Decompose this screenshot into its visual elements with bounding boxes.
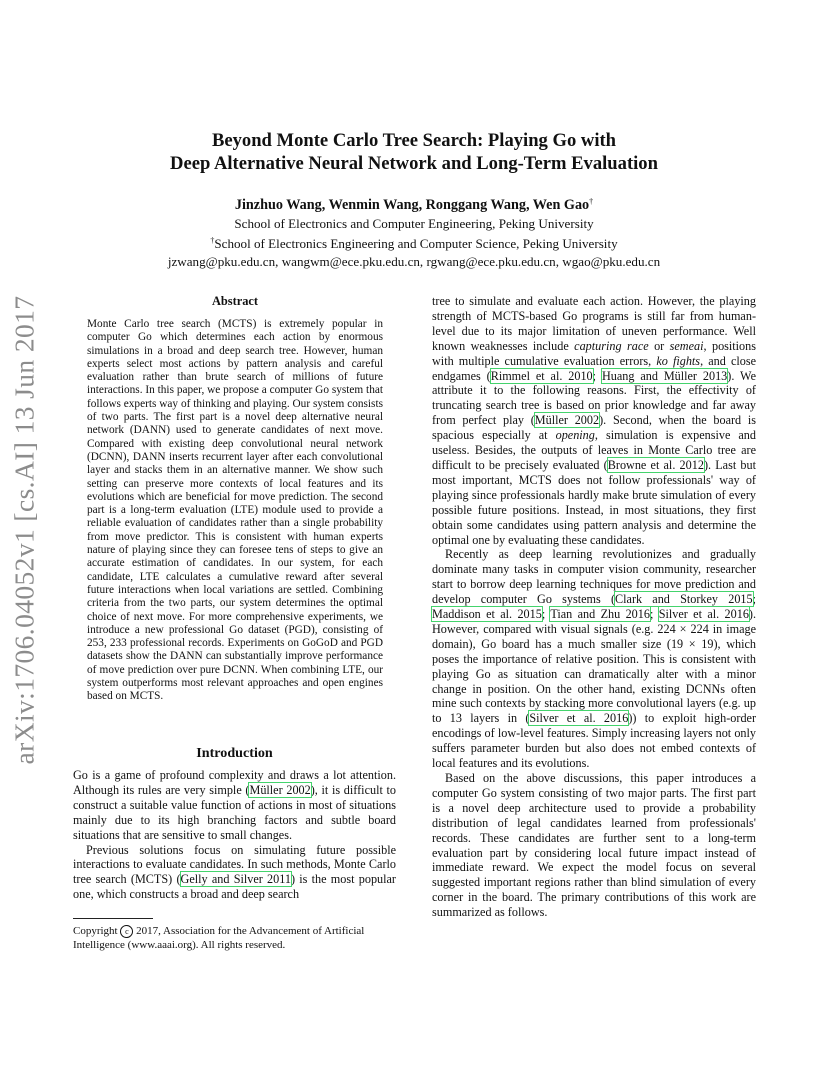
text-run: ). However, compared with visual signals (e.g. 224 × 224 in image domain), Go board has a much smaller size (19 × 19), which poses the importance of relative position. This is consistent with playing Go as situation can dramatically alter with a minor change in position. On the other hand, existing DCNNs often mine such contexts by stacking more convolutional layers (e.g. up to 13 layers in ( (432, 607, 757, 726)
text-run: or (648, 338, 670, 353)
author-names: Jinzhuo Wang, Wenmin Wang, Ronggang Wang, Wen Gao (234, 197, 590, 213)
arxiv-stamp-text: arXiv:1706.04052v1 [cs.AI] 13 Jun 2017 (8, 295, 39, 764)
title-line-2: Deep Alternative Neural Network and Long-Term Evaluation (170, 153, 658, 174)
emphasis: semeai (669, 338, 704, 353)
dagger-mark-2: † (210, 236, 215, 245)
text-run: ). We attribute it to the following reasons. First, the effectivity of truncating search tree is based on prior knowledge and far away from perfect play ( (432, 368, 756, 428)
text-run: Go is a game of profound complexity and draws a lot attention. Although its rules are very simple ( (73, 768, 396, 797)
citation-link[interactable]: Rimmel et al. 2010 (490, 368, 593, 383)
dagger-mark: † (589, 197, 594, 206)
citation-link[interactable]: Silver et al. 2016 (529, 711, 629, 726)
affiliation-1: School of Electronics and Computer Engineering, Peking University (234, 215, 594, 231)
right-column-body (432, 294, 756, 920)
text-run: , and close endgames ( (432, 353, 757, 383)
affiliation-2-line (60, 232, 768, 253)
emphasis: opening (555, 428, 595, 443)
author-names-line (60, 193, 768, 215)
abstract-text: Monte Carlo tree search (MCTS) is extremely popular in computer Go which determines each action by enormous simulations in a broad and deep search tree. However, human experts select most actions by pattern analysis and careful evaluation rather than brute search of millions of future interactions. In this paper, we propose a computer Go system that follows experts way of thinking and playing. Our system consists of two parts. The first part is a novel deep alternative neural network (DANN) used to generate candidates of next move. Compared with existing deep convolutional neural network (DCNN), DANN inserts recurrent layer after each convolutional layer and stacks them in an alternative manner. We show such setting can preserve more contexts of local features and its evolutions which are beneficial for move prediction. The second part is a long-term evaluation (LTE) module used to provide a reliable evaluation of candidates rather than a single probability from move predictor. This is consistent with human experts nature of playing since they can foresee tens of steps to give an accurate estimation of candidates. In our system, for each candidate, LTE calculates a cumulative reward after several future interactions when local variations are settled. Combining criteria from the two parts, our system determines the optimal choice of next move. For more comprehensive experiments, we introduce a new professional Go dataset (PGD), consisting of 253, 233 professional records. Experiments on GoGoD and PGD datasets show the DANN can substantially improve performance of move prediction over pure DCNN. When combining LTE, our system outperforms most relevant approaches and open engines based on MCTS. (87, 318, 383, 703)
body-paragraph-3: Based on the above discussions, this paper introduces a computer Go system consisting of two major parts. The first part is a novel deep architecture used to provide a probability distribution of legal candidates learned from professionals' records. These candidates are further sent to a long-term evaluation part by considering local future impact instead of immediate reward. We expect the model focus on several suggested important regions rather than blind simulation of every corner in the board. The primary contributions of this work are summarized as follows. (432, 771, 756, 920)
text-run: Recently as deep learning revolutionizes and gradually dominate many tasks in computer vision community, researcher start to borrow deep learning techniques for move prediction and develop computer Go systems ( (432, 547, 756, 607)
footnote-rule (73, 918, 153, 919)
citation-link[interactable]: Browne et al. 2012 (607, 457, 704, 472)
copyright-footnote (73, 925, 396, 952)
abstract-heading: Abstract (211, 294, 259, 308)
arxiv-stamp (4, 295, 44, 764)
text-run: tree to simulate and evaluate each action. However, the playing strength of MCTS-based Go programs is still far from human-level due to its major limitation of uneven performance. Well known weaknesses include (432, 294, 756, 353)
citation-link[interactable]: Maddison et al. 2015 (432, 607, 542, 622)
affiliation-2: School of Electronics Engineering and Computer Science, Peking University (214, 236, 618, 251)
citation-link[interactable]: Tian and Zhu 2016 (550, 607, 650, 622)
intro-paragraph-1 (73, 768, 396, 843)
text-run: ) is the most popular one, which constructs a broad and deep search (73, 872, 396, 902)
text-run: ; (541, 607, 551, 622)
citation-link[interactable]: Gelly and Silver 2011 (180, 872, 291, 887)
citation-link[interactable]: Huang and Müller 2013 (601, 368, 728, 383)
copyright-icon: c (120, 925, 133, 938)
left-column-body (73, 768, 396, 902)
body-paragraph-1 (432, 294, 756, 547)
text-run: ), it is difficult to construct a suitable value function of actions in most of situations mainly due to its high branching factors and subtle board situations that are sensitive to small changes. (73, 782, 397, 842)
author-emails: jzwang@pku.edu.cn, wangwm@ece.pku.edu.cn, rgwang@ece.pku.edu.cn, wgao@pku.edu.cn (167, 253, 661, 269)
citation-link[interactable]: Müller 2002 (249, 782, 311, 797)
introduction-heading: Introduction (196, 745, 273, 761)
text-run: ). Second, when the board is spacious especially at (432, 413, 757, 443)
text-run: Previous solutions focus on simulating future possible interactions to evaluate candidates. In such methods, Monte Carlo tree search (MCTS) ( (73, 842, 396, 887)
text-run: ). Last but most important, MCTS does not follow professionals' way of playing since professionals hardly make brute simulation of every possible future positions. Instead, in most situations, they first obtain some candidates using pattern analysis and determine the optimal one by evaluating these candidates. (432, 457, 756, 547)
citation-link[interactable]: Clark and Storkey 2015 (615, 592, 753, 607)
citation-link[interactable]: Müller 2002 (534, 413, 600, 428)
author-block (60, 193, 768, 270)
emphasis: capturing race (574, 338, 649, 353)
body-paragraph-2 (432, 547, 756, 771)
text-run: , simulation is expensive and useless. Besides, the outputs of leaves in Monte Carlo tree are difficult to be precisely evaluated ( (432, 428, 756, 472)
text-run: , positions with multiple cumulative evaluation errors, (432, 338, 756, 368)
citation-link[interactable]: Silver et al. 2016 (658, 607, 749, 622)
paper-title (60, 129, 768, 175)
copyright-text: 2017, Association for the Advancement of Artificial Intelligence (www.aaai.org). All rights reserved. (73, 925, 365, 951)
emphasis: ko fights (656, 353, 701, 368)
copyright-prefix: Copyright (73, 925, 118, 937)
text-run: ; (752, 592, 757, 607)
text-run: ; (592, 368, 602, 383)
text-run: )) to exploit high-order encodings of low-level features. Simply increasing layers not only suffers parameter burden but also does not embed contexts of local features and its evolutions. (432, 711, 756, 771)
intro-paragraph-2 (73, 843, 396, 903)
text-run: ; (649, 607, 659, 622)
title-line-1: Beyond Monte Carlo Tree Search: Playing Go with (211, 130, 617, 151)
